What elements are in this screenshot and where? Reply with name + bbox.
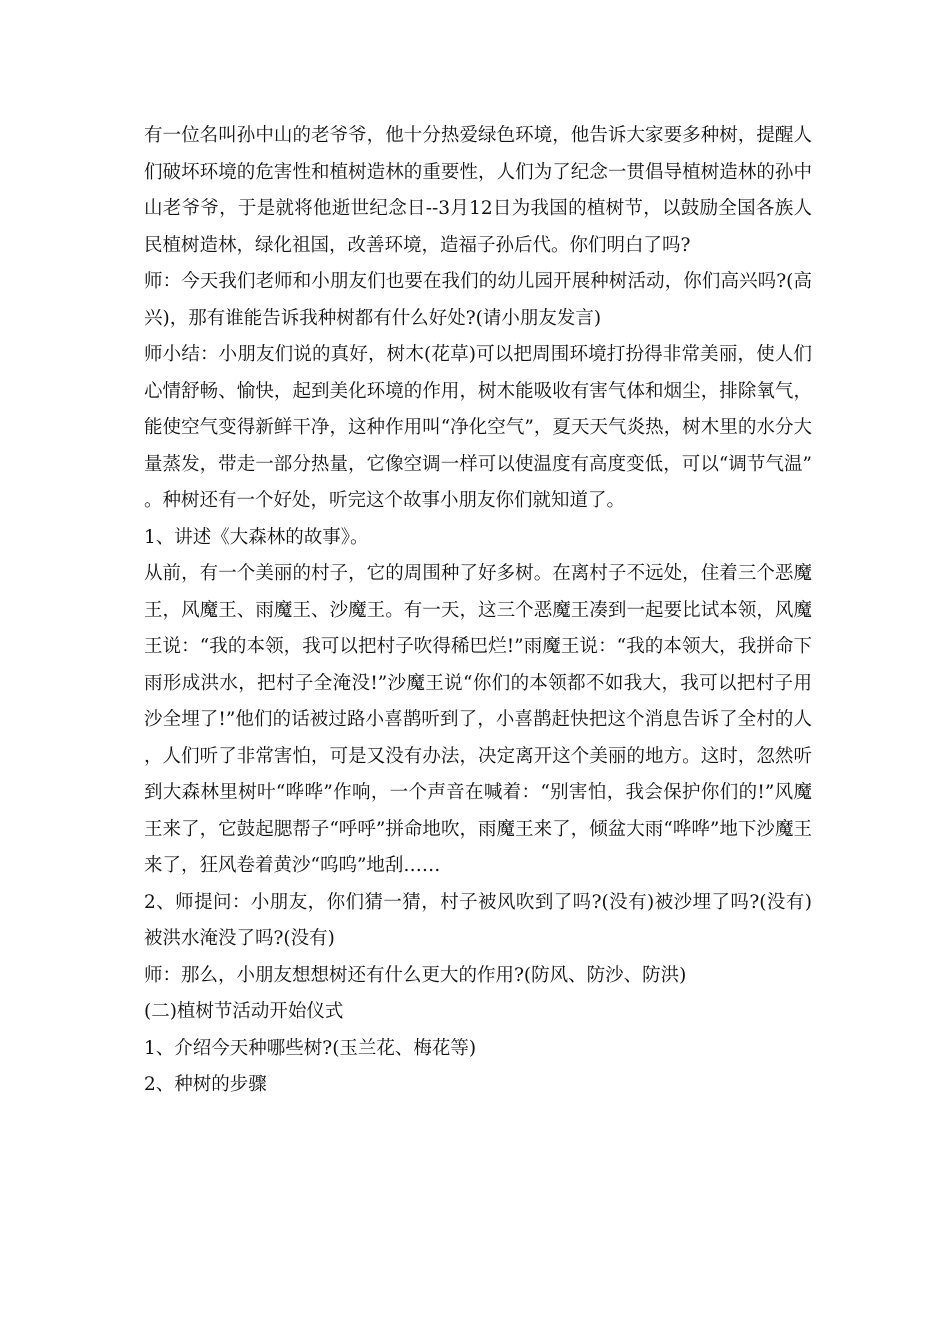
paragraph-section-heading: (二)植树节活动开始仪式 <box>144 1001 344 1022</box>
paragraph-tree-types: 1、介绍今天种哪些树?(玉兰花、梅花等) <box>144 1037 477 1059</box>
document-body <box>144 118 812 1104</box>
paragraph-teacher-summary: 师小结：小朋友们说的真好，树木(花草)可以把周围环境打扮得非常美丽，使人们心情舒畅、愉快，起到美化环境的作用，树木能吸收有害气体和烟尘，排除氧气，能使空气变得新鲜干净，这种作用叫“净化空气”，夏天天气炎热，树木里的水分大量蒸发，带走一部分热量，它像空调一样可以使温度有高度变低，可以“调节气温”。种树还有一个好处，听完这个故事小朋友你们就知道了。 <box>144 344 812 511</box>
paragraph-teacher-ask: 2、师提问：小朋友，你们猜一猜，村子被风吹到了吗?(没有)被沙埋了吗?(没有)被洪水淹没了吗?(没有) <box>144 891 812 949</box>
paragraph-tree-uses: 师：那么，小朋友想想树还有什么更大的作用?(防风、防沙、防洪) <box>144 964 687 986</box>
paragraph-story-heading: 1、讲述《大森林的故事》。 <box>144 526 369 548</box>
paragraph-planting-steps: 2、种树的步骤 <box>144 1074 267 1095</box>
paragraph-sun-yatsen-story: 有一位名叫孙中山的老爷爷，他十分热爱绿色环境，他告诉大家要多种树，提醒人们破坏环境的危害性和植树造林的重要性，人们为了纪念一贯倡导植树造林的孙中山老爷爷，于是就将他逝世纪念日--3月12日为我国的植树节，以鼓励全国各族人民植树造林，绿化祖国，改善环境，造福子孙后代。你们明白了吗? <box>144 125 812 256</box>
paragraph-forest-story: 从前，有一个美丽的村子，它的周围种了好多树。在离村子不远处，住着三个恶魔王，风魔王、雨魔王、沙魔王。有一天，这三个恶魔王凑到一起要比试本领，风魔王说：“我的本领，我可以把村子吹得稀巴烂!”雨魔王说：“我的本领大，我拼命下雨形成洪水，把村子全淹没!”沙魔王说“你们的本领都不如我大，我可以把村子用沙全埋了!”他们的话被过路小喜鹊听到了，小喜鹊赶快把这个消息告诉了全村的人，人们听了非常害怕，可是又没有办法，决定离开这个美丽的地方。这时，忽然听到大森林里树叶“哗哗”作响，一个声音在喊着：“别害怕，我会保护你们的!”风魔王来了，它鼓起腮帮子“呼呼”拼命地吹，雨魔王来了，倾盆大雨“哗哗”地下沙魔王来了，狂风卷着黄沙“呜呜”地刮…… <box>144 563 812 876</box>
paragraph-teacher-question: 师：今天我们老师和小朋友们也要在我们的幼儿园开展种树活动，你们高兴吗?(高兴)，那有谁能告诉我种树都有什么好处?(请小朋友发言) <box>144 271 812 329</box>
